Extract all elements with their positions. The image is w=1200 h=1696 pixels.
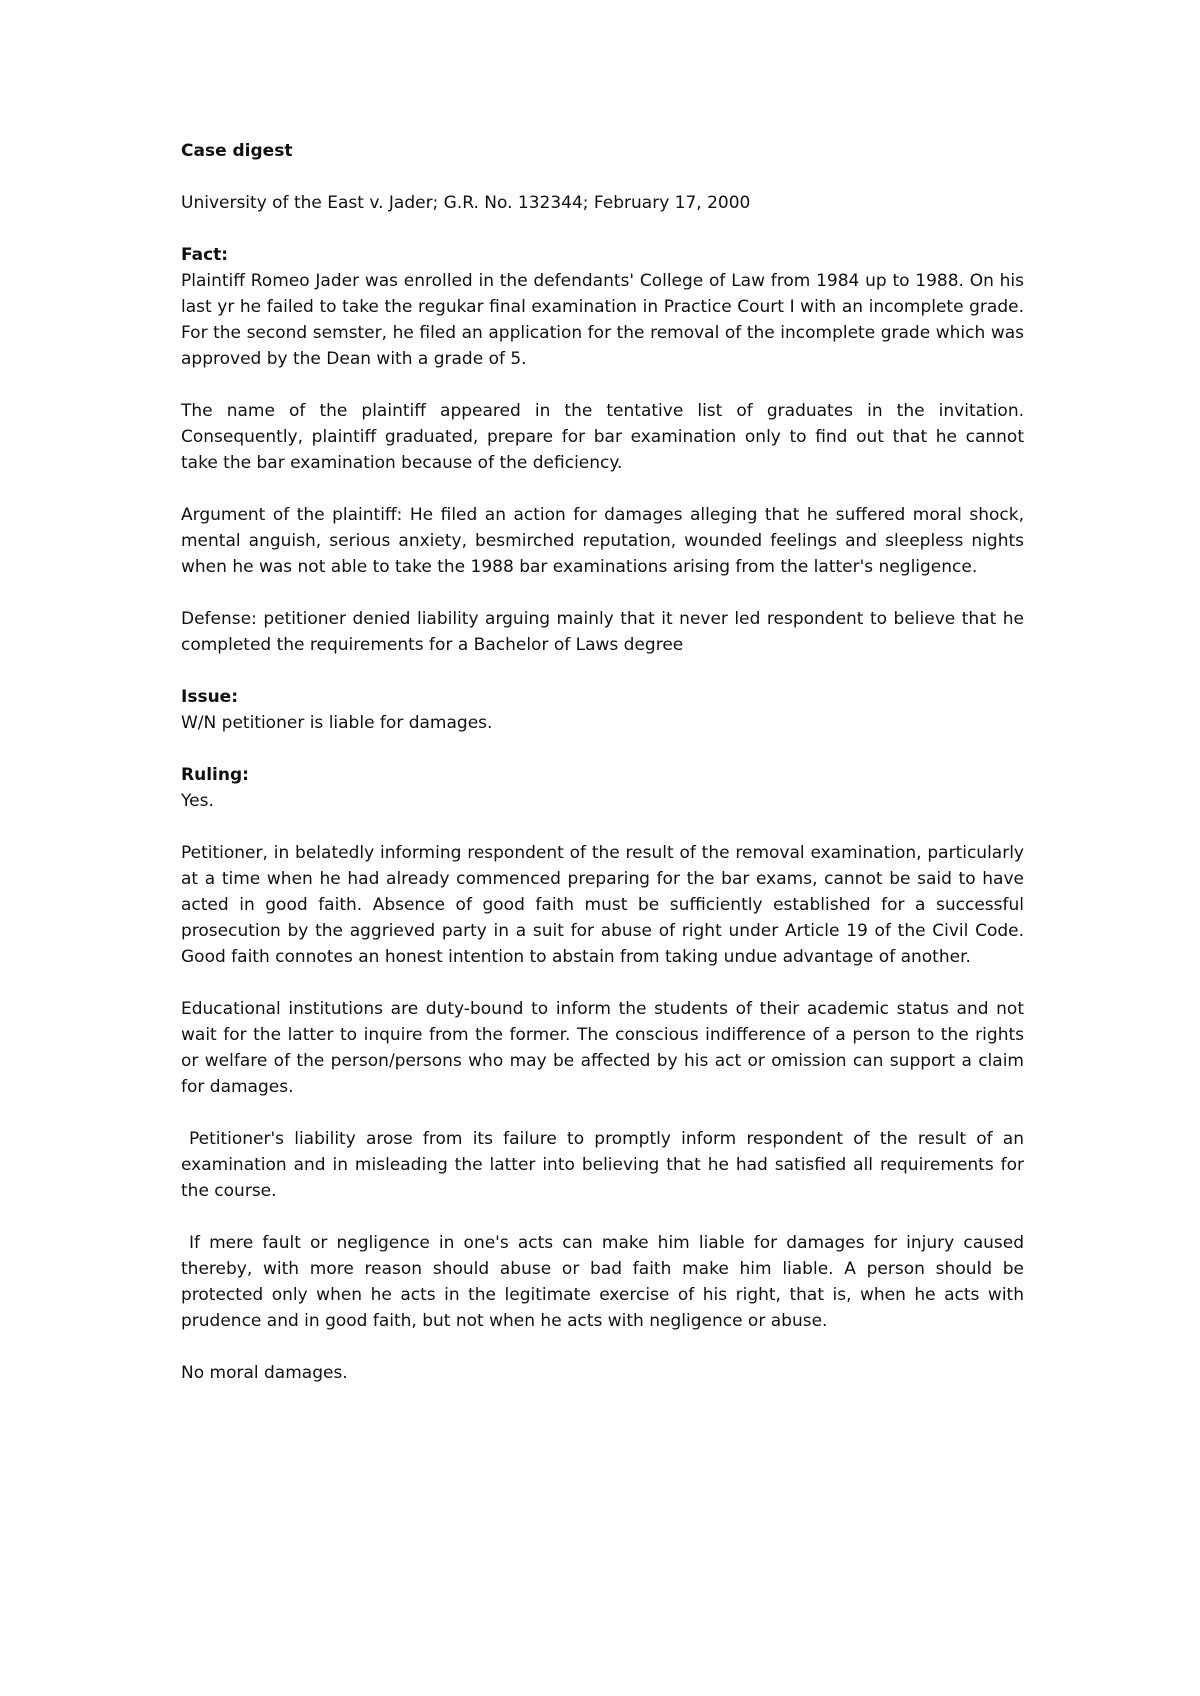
case-citation: University of the East v. Jader; G.R. No. 132344; February 17, 2000 <box>181 193 751 213</box>
document-body <box>181 138 1024 1412</box>
ruling-heading: Ruling: <box>181 765 249 785</box>
ruling-paragraph: Petitioner's liability arose from its failure to promptly inform respondent of the result of an examination and in misleading the latter into believing that he had satisfied all requirements for the course. <box>181 1129 1024 1201</box>
fact-paragraph: The name of the plaintiff appeared in the tentative list of graduates in the invitation. Consequently, plaintiff graduated, prepare for bar examination only to find out that he cannot take the bar examination because of the deficiency. <box>181 401 1024 473</box>
issue-text: W/N petitioner is liable for damages. <box>181 713 493 733</box>
closing-statement: No moral damages. <box>181 1363 348 1383</box>
ruling-paragraph: Petitioner, in belatedly informing respondent of the result of the removal examination, particularly at a time when he had already commenced preparing for the bar exams, cannot be said to have acted in good faith. Absence of good faith must be sufficiently established for a successful prosecution by the aggrieved party in a suit for abuse of right under Article 19 of the Civil Code. Good faith connotes an honest intention to abstain from taking undue advantage of another. <box>181 843 1024 967</box>
plaintiff-argument-paragraph: Argument of the plaintiff: He filed an action for damages alleging that he suffered moral shock, mental anguish, serious anxiety, besmirched reputation, wounded feelings and sleepless nights when he was not able to take the 1988 bar examinations arising from the latter's negligence. <box>181 505 1024 577</box>
ruling-paragraph: If mere fault or negligence in one's acts can make him liable for damages for injury caused thereby, with more reason should abuse or bad faith make him liable. A person should be protected only when he acts in the legitimate exercise of his right, that is, when he acts with prudence and in good faith, but not when he acts with negligence or abuse. <box>181 1233 1024 1331</box>
document-title: Case digest <box>181 141 293 161</box>
fact-paragraph: Plaintiff Romeo Jader was enrolled in the defendants' College of Law from 1984 up to 1988. On his last yr he failed to take the regukar final examination in Practice Court I with an incomplete grade. For the second semster, he filed an application for the removal of the incomplete grade which was approved by the Dean with a grade of 5. <box>181 271 1024 369</box>
ruling-answer: Yes. <box>181 791 214 811</box>
issue-heading: Issue: <box>181 687 238 707</box>
fact-heading: Fact: <box>181 245 229 265</box>
defense-paragraph: Defense: petitioner denied liability arguing mainly that it never led respondent to believe that he completed the requirements for a Bachelor of Laws degree <box>181 609 1024 655</box>
ruling-paragraph: Educational institutions are duty-bound to inform the students of their academic status and not wait for the latter to inquire from the former. The conscious indifference of a person to the rights or welfare of the person/persons who may be affected by his act or omission can support a claim for damages. <box>181 999 1024 1097</box>
